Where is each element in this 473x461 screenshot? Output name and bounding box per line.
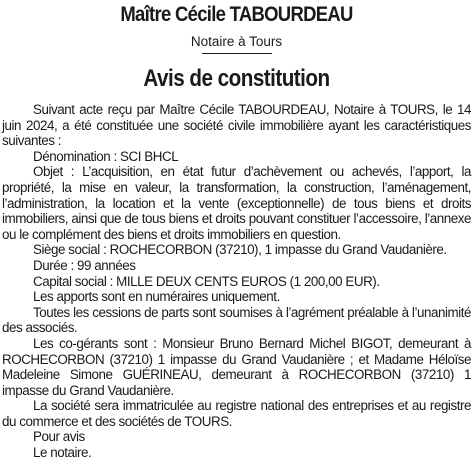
signature-line: Le notaire. [33,445,92,461]
notice-body [2,102,471,461]
paragraph-capital: Capital social : MILLE DEUX CENTS EUROS (1 200,00 EUR). [33,273,380,289]
paragraph-managers: Les co-gérants sont : Monsieur Bruno Bernard Michel BIGOT, demeurant à ROCHECORBON (37210) 1 impasse du Grand Vaudanière ; et Madame Héloïse Madeleine Simone GUÉRINEAU, demeurant à ROCHECORBON (37210) 1 impasse du Grand Vaudanière. [2,335,471,398]
paragraph-share-transfers: Toutes les cessions de parts sont soumises à l’agrément préalable à l’unanimité des associés. [2,304,471,336]
paragraph-denomination: Dénomination : SCI BHCL [33,148,179,164]
paragraph-object: Objet : L’acquisition, en état futur d’achèvement ou achevés, l’apport, la propriété, la mise en valeur, la transformation, la construction, l’aménagement, l’administration, la location et la vente (exceptionnelle) de tous biens et droits immobiliers, ainsi que de tous biens et droits pouvant constituer l’accessoire, l’annexe ou le complément des biens et droits immobiliers en question. [2,164,471,242]
notary-name: Maître Cécile TABOURDEAU [120,3,353,26]
notice-title: Avis de constitution [143,65,330,92]
notary-subtitle: Notaire à Tours [190,34,283,49]
paragraph-duration: Durée : 99 années [33,257,136,273]
closing-line: Pour avis [33,429,85,445]
paragraph-registered-office: Siège social : ROCHECORBON (37210), 1 impasse du Grand Vaudanière. [33,242,447,258]
paragraph-intro: Suivant acte reçu par Maître Cécile TABOURDEAU, Notaire à TOURS, le 14 juin 2024, a été constituée une société civile immobilière ayant les caractéristiques suivantes : [2,102,471,149]
paragraph-registration: La société sera immatriculée au registre national des entreprises et au registre du commerce et des sociétés de TOURS. [2,398,471,429]
paragraph-contributions: Les apports sont en numéraires uniquement. [33,289,280,305]
legal-notice-page [0,2,473,461]
header-divider [202,53,272,54]
